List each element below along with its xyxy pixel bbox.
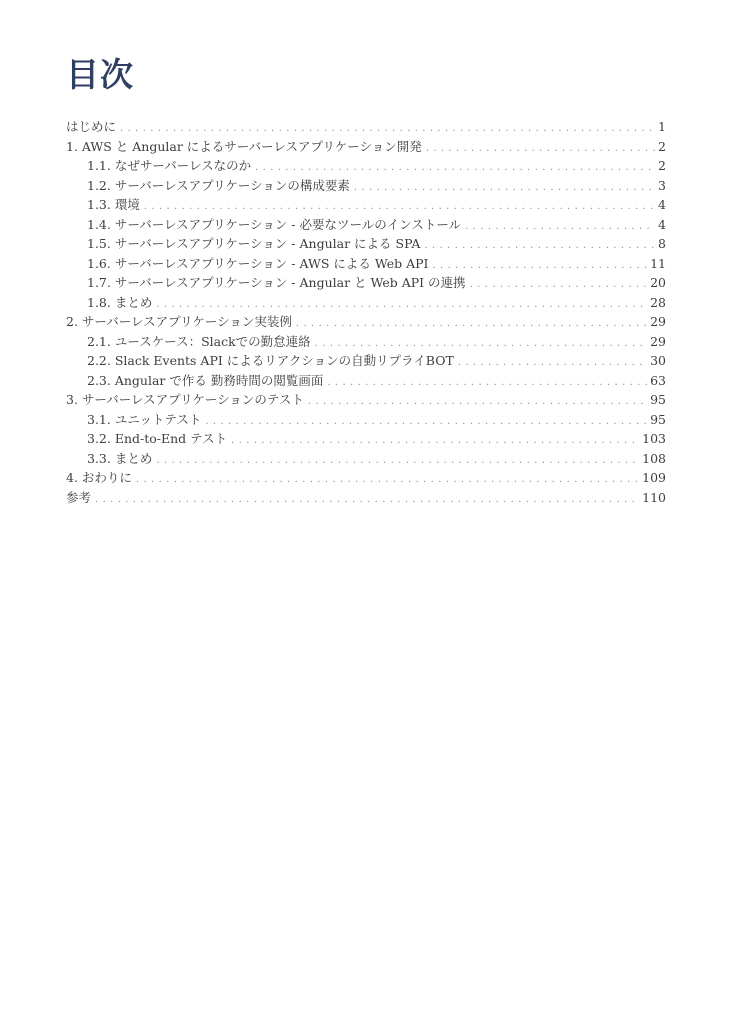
toc-entry-label: 4. おわりに xyxy=(66,470,132,485)
dot-leader xyxy=(354,178,655,198)
toc-entry-1-3[interactable] xyxy=(66,195,666,215)
toc-entry-page: 95 xyxy=(650,392,666,407)
toc-entry-page: 8 xyxy=(658,236,666,251)
dot-leader xyxy=(231,431,639,451)
toc-entry-page: 95 xyxy=(650,411,666,427)
toc-entry-page: 11 xyxy=(650,255,666,271)
dot-leader xyxy=(136,470,639,490)
toc-entry-page: 4 xyxy=(658,197,666,212)
toc-entry-chapter-4[interactable] xyxy=(66,468,666,488)
toc-entry-1-4[interactable] xyxy=(66,215,666,235)
toc-entry-page: 20 xyxy=(650,275,666,290)
toc-entry-1-2[interactable] xyxy=(66,176,666,196)
toc-entry-page: 1 xyxy=(658,119,666,134)
toc-entry-label: 1.7. サーバーレスアプリケーション - Angular と Web API の連携 xyxy=(87,275,466,290)
toc-entry-label: 1.4. サーバーレスアプリケーション - 必要なツールのインストール xyxy=(87,216,462,232)
toc-entry-label: 3.2. End-to-End テスト xyxy=(87,431,228,446)
toc-entry-label: 1.8. まとめ xyxy=(87,294,153,310)
toc-entry-label: 1. AWS と Angular によるサーバーレスアプリケーション開発 xyxy=(66,138,422,154)
toc-entry-label: 参考 xyxy=(66,489,92,505)
dot-leader xyxy=(156,451,639,471)
toc-entry-label: はじめに xyxy=(66,119,117,134)
toc-entry-page: 3 xyxy=(658,177,666,193)
dot-leader xyxy=(308,392,647,412)
toc-entry-page: 28 xyxy=(650,294,666,310)
toc-entry-3-3[interactable] xyxy=(66,449,666,469)
toc-entry-2-1[interactable] xyxy=(66,332,666,352)
toc-entry-1-6[interactable] xyxy=(66,254,666,274)
dot-leader xyxy=(470,275,648,295)
toc-entry-label: 2. サーバーレスアプリケーション実装例 xyxy=(66,314,292,329)
toc-entry-3-1[interactable] xyxy=(66,410,666,430)
toc-entry-chapter-2[interactable] xyxy=(66,312,666,332)
toc-entry-chapter-3[interactable] xyxy=(66,390,666,410)
toc-entry-1-5[interactable] xyxy=(66,234,666,254)
toc-entry-page: 109 xyxy=(642,470,666,485)
toc-entry-3-2[interactable] xyxy=(66,429,666,449)
toc-entry-label: 3.1. ユニットテスト xyxy=(87,411,202,427)
toc-entry-label: 2.2. Slack Events API によるリアクションの自動リプライBOT xyxy=(87,353,454,368)
toc-entry-label: 1.5. サーバーレスアプリケーション - Angular による SPA xyxy=(87,236,421,251)
page-title: 目次 xyxy=(66,55,134,94)
toc-entry-label: 3.3. まとめ xyxy=(87,450,153,466)
toc-entry-references[interactable] xyxy=(66,488,666,508)
dot-leader xyxy=(458,353,647,373)
dot-leader xyxy=(426,139,655,159)
toc-entry-label: 1.6. サーバーレスアプリケーション - AWS による Web API xyxy=(87,255,429,271)
toc-entry-page: 29 xyxy=(650,314,666,329)
toc-entry-page: 103 xyxy=(642,431,666,446)
toc-entry-page: 29 xyxy=(650,333,666,349)
toc-entry-1-7[interactable] xyxy=(66,273,666,293)
table-of-contents xyxy=(66,117,666,507)
toc-entry-label: 1.1. なぜサーバーレスなのか xyxy=(87,158,252,173)
toc-entry-2-2[interactable] xyxy=(66,351,666,371)
dot-leader xyxy=(296,314,647,334)
toc-entry-page: 30 xyxy=(650,353,666,368)
dot-leader xyxy=(327,373,647,393)
toc-entry-introduction[interactable] xyxy=(66,117,666,137)
toc-entry-label: 1.3. 環境 xyxy=(87,197,140,212)
toc-entry-chapter-1[interactable] xyxy=(66,137,666,157)
toc-entry-page: 108 xyxy=(642,450,666,466)
toc-entry-page: 110 xyxy=(642,489,666,505)
toc-entry-2-3[interactable] xyxy=(66,371,666,391)
toc-entry-1-8[interactable] xyxy=(66,293,666,313)
toc-entry-label: 2.1. ユースケース：Slackでの勤怠連絡 xyxy=(87,333,311,349)
toc-entry-label: 2.3. Angular で作る 勤務時間の閲覧画面 xyxy=(87,372,324,388)
toc-entry-page: 63 xyxy=(650,372,666,388)
toc-entry-1-1[interactable] xyxy=(66,156,666,176)
toc-entry-page: 4 xyxy=(658,216,666,232)
dot-leader xyxy=(424,236,655,256)
toc-entry-label: 1.2. サーバーレスアプリケーションの構成要素 xyxy=(87,177,350,193)
toc-entry-page: 2 xyxy=(658,158,666,173)
dot-leader xyxy=(465,217,655,237)
dot-leader xyxy=(95,490,639,510)
dot-leader xyxy=(205,412,647,432)
toc-entry-page: 2 xyxy=(658,138,666,154)
toc-entry-label: 3. サーバーレスアプリケーションのテスト xyxy=(66,392,304,407)
